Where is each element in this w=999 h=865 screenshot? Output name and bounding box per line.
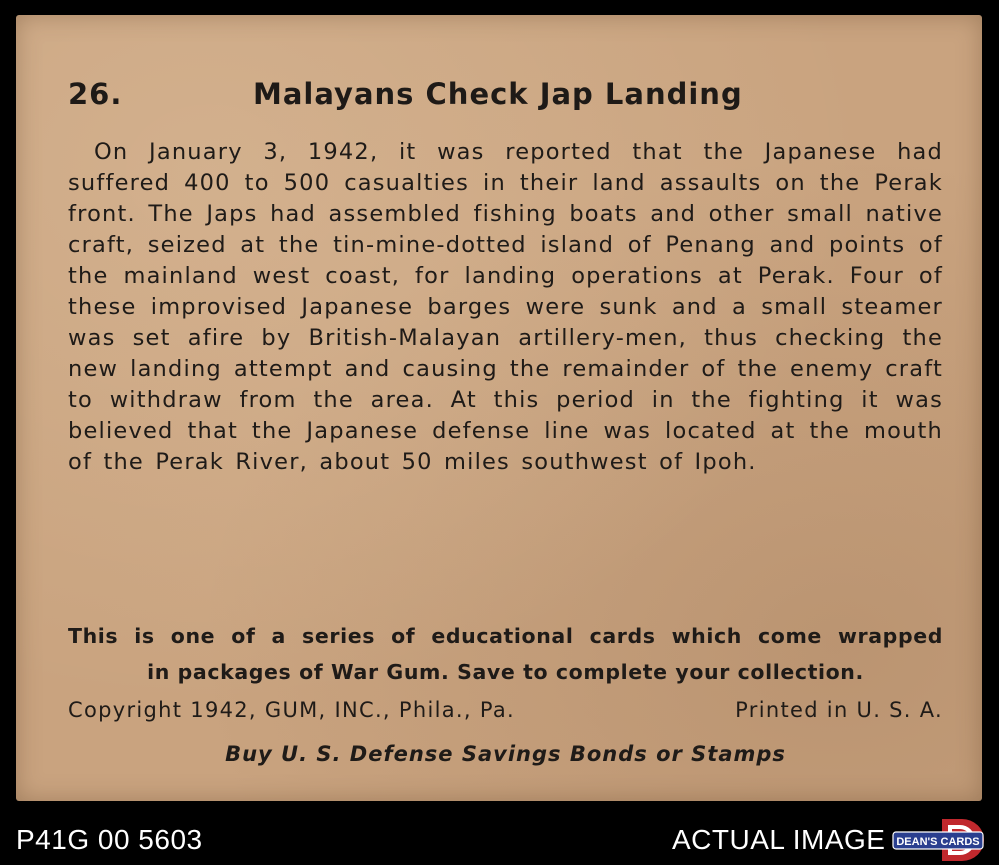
card-number: 26.	[68, 77, 123, 111]
defense-bonds-slogan: Buy U. S. Defense Savings Bonds or Stamps	[225, 742, 786, 766]
series-note-line-1: This is one of a series of educational cards which come wrapped	[68, 624, 943, 648]
card-title: Malayans Check Jap Landing	[253, 77, 743, 111]
copyright-row	[68, 698, 943, 728]
trading-card-back	[16, 15, 982, 801]
listing-footer	[0, 815, 999, 865]
copyright-text: Copyright 1942, GUM, INC., Phila., Pa.	[68, 698, 515, 722]
series-note-line-2: in packages of War Gum. Save to complete your collection.	[147, 660, 864, 684]
logo-text: DEAN'S CARDS	[896, 836, 980, 848]
series-note	[68, 618, 943, 690]
actual-image-label: ACTUAL IMAGE	[672, 824, 886, 855]
card-description: On January 3, 1942, it was reported that the Japanese had suffered 400 to 500 casualties in their land assaults on the Perak front. The Japs had assembled fishing boats and other small native craft, seized at the tin-mine-dotted island of Penang and points of the mainland west coast, for landing operations at Perak. Four of these improvised Japanese barges were sunk and a small steamer was set afire by British-Malayan artillery-men, thus checking the new landing attempt and causing the remainder of the enemy craft to withdraw from the area. At this period in the fighting it was believed that the Japanese defense line was located at the mouth of the Perak River, about 50 miles southwest of Ipoh.	[68, 139, 943, 475]
certification-number: P41G 00 5603	[16, 824, 203, 855]
card-header	[68, 77, 948, 117]
deans-cards-logo	[890, 818, 988, 862]
printed-in-text: Printed in U. S. A.	[735, 698, 943, 722]
